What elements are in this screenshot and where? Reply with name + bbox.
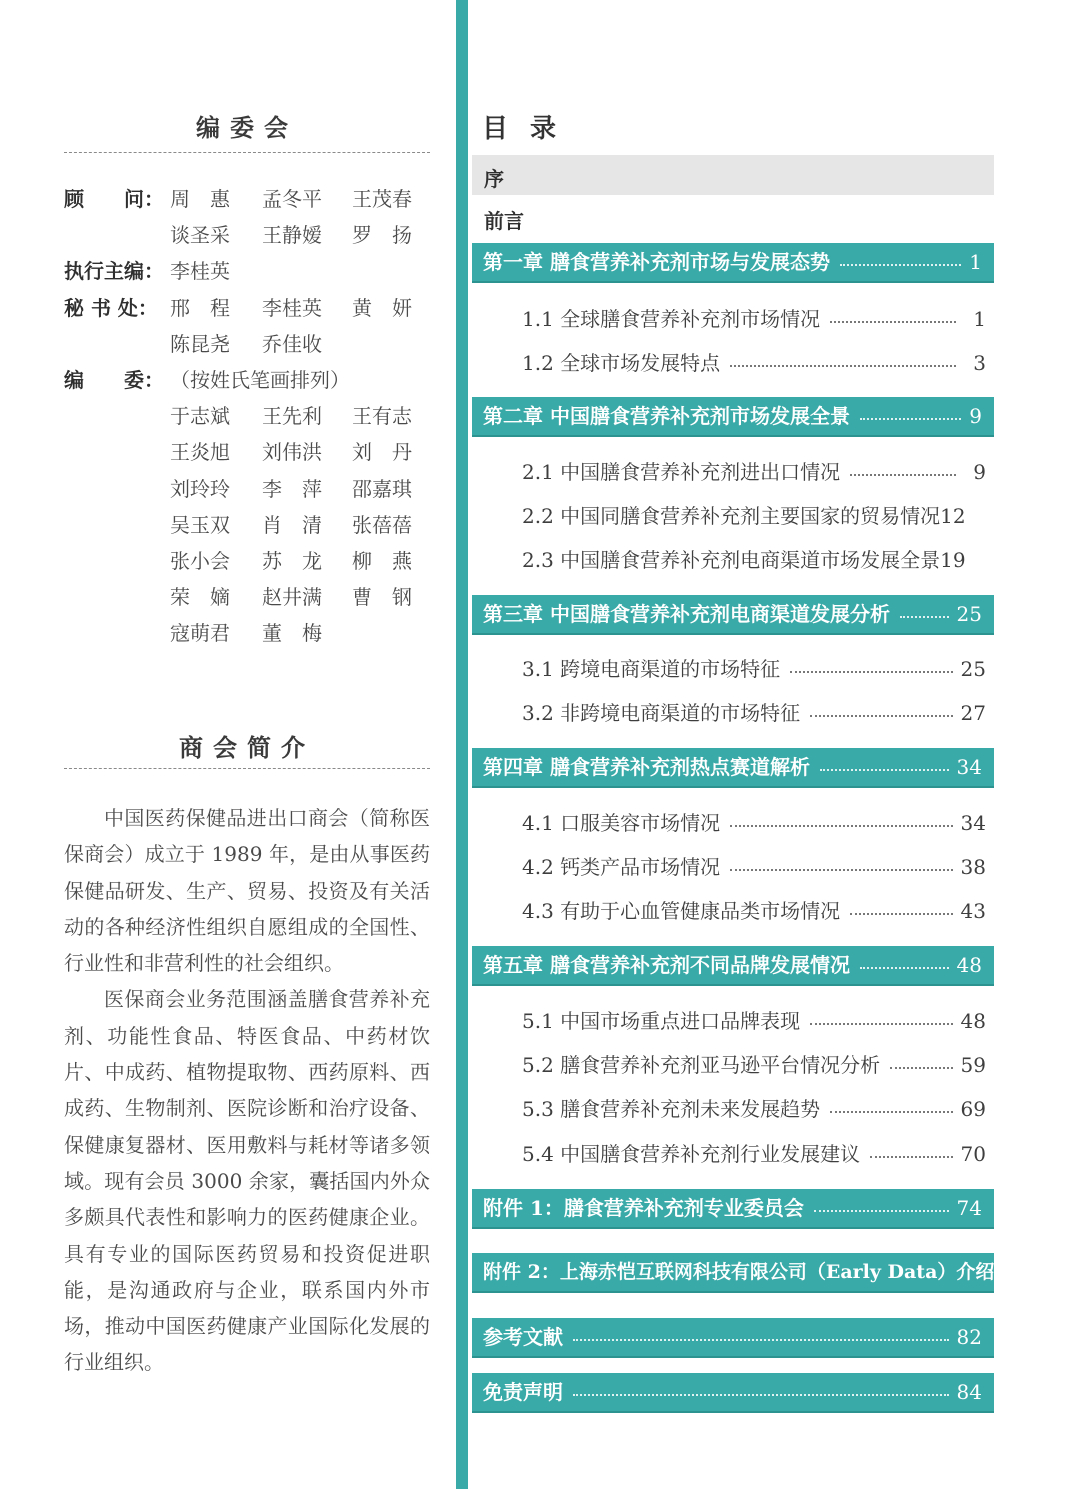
editorial-role: 顾 问： xyxy=(64,187,164,211)
toc-leader xyxy=(814,1210,949,1212)
accent-strip xyxy=(456,0,468,1489)
toc-page-number: 27 xyxy=(960,701,986,725)
toc-section[interactable] xyxy=(522,894,986,928)
toc-leader xyxy=(810,1023,952,1025)
toc-appendix-label: 参考文献 xyxy=(483,1325,563,1349)
editorial-name: 董 梅 xyxy=(262,621,322,646)
toc-chapter-label: 第四章 膳食营养补充剂热点赛道解析 xyxy=(483,755,810,779)
editorial-name: 肖 清 xyxy=(262,512,322,537)
editorial-name: 张小会 xyxy=(170,549,230,573)
editorial-name: 于志斌 xyxy=(170,404,230,429)
toc-section[interactable] xyxy=(522,346,986,380)
toc-appendix[interactable] xyxy=(472,1189,994,1229)
editorial-name: 邵嘉琪 xyxy=(352,476,412,501)
editorial-heading: 编委会 xyxy=(196,113,298,142)
toc-section-label: 4.2 钙类产品市场情况 xyxy=(522,855,721,879)
toc-page-number: 48 xyxy=(956,953,982,977)
toc-section[interactable] xyxy=(522,1048,986,1082)
toc-section[interactable] xyxy=(522,1004,986,1038)
intro-paragraph: 中国医药保健品进出口商会（简称医保商会）成立于 1989 年，是由从事医药保健品研发、生产、贸易、投资及有关活动的各种经济性组织自愿组成的全国性、行业性和非营利性的社会组织。 xyxy=(64,806,430,976)
toc-leader xyxy=(860,967,949,969)
intro-heading: 商会简介 xyxy=(179,733,315,762)
toc-page-number: 38 xyxy=(960,855,986,879)
toc-page-number: 59 xyxy=(960,1053,986,1077)
toc-chapter[interactable] xyxy=(472,748,994,788)
toc-page-number: 34 xyxy=(960,811,986,835)
toc-leader xyxy=(900,616,949,618)
toc-page-number: 1 xyxy=(969,250,982,274)
toc-section[interactable] xyxy=(522,543,986,577)
toc-leader xyxy=(730,869,952,871)
toc-section-label: 5.2 膳食营养补充剂亚马逊平台情况分析 xyxy=(522,1053,881,1077)
toc-appendix-label: 附件 2：上海赤恺互联网科技有限公司（Early Data）介绍 xyxy=(483,1261,995,1283)
toc-leader xyxy=(790,671,952,673)
toc-section-label: 2.1 中国膳食营养补充剂进出口情况 xyxy=(522,460,841,484)
toc-page-number: 70 xyxy=(960,1142,986,1166)
toc-section-label: 3.2 非跨境电商渠道的市场特征 xyxy=(522,701,801,725)
toc-leader xyxy=(573,1339,949,1341)
editorial-role: 执行主编： xyxy=(64,259,164,284)
toc-section-label: 1.1 全球膳食营养补充剂市场情况 xyxy=(522,307,821,331)
toc-page-number: 19 xyxy=(940,548,966,572)
editorial-note: （按姓氏笔画排列） xyxy=(170,368,350,392)
editorial-name: 李桂英 xyxy=(262,295,322,320)
toc-section-label: 5.3 膳食营养补充剂未来发展趋势 xyxy=(522,1097,821,1121)
toc-section-label: 1.2 全球市场发展特点 xyxy=(522,351,721,375)
toc-leader xyxy=(850,913,952,915)
editorial-role: 编 委： xyxy=(64,368,164,392)
toc-leader xyxy=(820,769,949,771)
toc-page-number: 74 xyxy=(956,1196,982,1220)
toc-appendix-label: 免责声明 xyxy=(483,1380,563,1404)
toc-section[interactable] xyxy=(522,652,986,686)
toc-page-number: 3 xyxy=(973,351,986,375)
editorial-name: 王静嫒 xyxy=(262,223,322,248)
editorial-name: 张蓓蓓 xyxy=(352,512,412,537)
toc-leader xyxy=(810,715,952,717)
toc-chapter[interactable] xyxy=(472,595,994,635)
toc-page-number: 25 xyxy=(960,657,986,681)
toc-section[interactable] xyxy=(522,1137,986,1171)
toc-page-number: 69 xyxy=(960,1097,986,1121)
divider xyxy=(64,768,430,769)
toc-page-number: 34 xyxy=(956,755,982,779)
editorial-name: 刘玲玲 xyxy=(170,476,230,501)
toc-leader xyxy=(573,1394,949,1396)
toc-section-label: 2.3 中国膳食营养补充剂电商渠道市场发展全景 xyxy=(522,548,941,572)
editorial-name: 孟冬平 xyxy=(262,187,322,211)
toc-section[interactable] xyxy=(522,850,986,884)
editorial-name: 吴玉双 xyxy=(170,512,230,537)
toc-page-number: 82 xyxy=(956,1325,982,1349)
editorial-name: 赵井满 xyxy=(262,585,322,610)
left-panel xyxy=(0,0,456,1489)
toc-page-number: 9 xyxy=(969,404,982,428)
toc-page-number: 84 xyxy=(956,1380,982,1404)
editorial-name: 柳 燕 xyxy=(352,549,412,573)
toc-section-label: 2.2 中国同膳食营养补充剂主要国家的贸易情况 xyxy=(522,504,941,528)
toc-section-label: 5.4 中国膳食营养补充剂行业发展建议 xyxy=(522,1142,861,1166)
editorial-name: 王炎旭 xyxy=(170,440,230,465)
toc-appendix[interactable] xyxy=(472,1318,994,1358)
toc-leader xyxy=(730,825,952,827)
toc-page-number: 9 xyxy=(973,460,986,484)
toc-page-number: 12 xyxy=(940,504,966,528)
toc-section[interactable] xyxy=(522,302,986,336)
toc-section-label: 3.1 跨境电商渠道的市场特征 xyxy=(522,657,781,681)
toc-page-number: 1 xyxy=(973,307,986,331)
toc-section-label: 4.1 口服美容市场情况 xyxy=(522,811,721,835)
editorial-role: 秘 书 处： xyxy=(64,295,158,320)
toc-section-label: 4.3 有助于心血管健康品类市场情况 xyxy=(522,899,841,923)
editorial-name: 刘伟洪 xyxy=(262,440,322,465)
toc-title: 目录 xyxy=(482,114,579,144)
toc-section[interactable] xyxy=(522,806,986,840)
toc-chapter[interactable] xyxy=(472,397,994,437)
toc-chapter-label: 第三章 中国膳食营养补充剂电商渠道发展分析 xyxy=(483,602,890,626)
editorial-name: 邢 程 xyxy=(170,295,230,320)
editorial-name: 苏 龙 xyxy=(262,549,322,573)
toc-page-number: 43 xyxy=(960,899,986,923)
intro-paragraph: 医保商会业务范围涵盖膳食营养补充剂、功能性食品、特医食品、中药材饮片、中成药、植物提取物、西药原料、西成药、生物制剂、医院诊断和治疗设备、保健康复器材、医用敷料与耗材等诸多领域。现有会员 3000 余家，囊括国内外众多颇具代表性和影响力的医药健康企业。具有专业的国际医药贸易和投资促进职能，是沟通政府与企业，联系国内外市场，推动中国医药健康产业国际化发展的行业组织。 xyxy=(64,987,430,1375)
toc-leader xyxy=(730,365,956,367)
toc-chapter-label: 第一章 膳食营养补充剂市场与发展态势 xyxy=(483,250,830,274)
toc-section[interactable] xyxy=(522,499,986,533)
editorial-name: 李桂英 xyxy=(170,259,230,284)
editorial-name: 李 萍 xyxy=(262,476,322,501)
toc-chapter[interactable] xyxy=(472,946,994,986)
toc-chapter[interactable] xyxy=(472,243,994,283)
editorial-name: 寇萌君 xyxy=(170,621,230,646)
toc-leader xyxy=(840,264,961,266)
toc-page-number: 78 xyxy=(1012,1261,1037,1283)
editorial-name: 黄 妍 xyxy=(352,295,412,320)
editorial-name: 乔佳收 xyxy=(262,331,322,356)
toc-section[interactable] xyxy=(522,1092,986,1126)
toc-leader xyxy=(860,418,961,420)
editorial-name: 王有志 xyxy=(352,404,412,429)
editorial-name: 曹 钢 xyxy=(352,585,412,610)
toc-preface[interactable]: 序 xyxy=(484,167,504,191)
toc-leader xyxy=(830,1111,952,1113)
toc-page-number: 25 xyxy=(956,602,982,626)
editorial-name: 谈圣采 xyxy=(170,223,230,248)
toc-appendix[interactable] xyxy=(472,1253,1037,1293)
divider xyxy=(64,152,430,153)
editorial-name: 王先利 xyxy=(262,404,322,429)
intro-text xyxy=(64,800,430,1381)
toc-section[interactable] xyxy=(522,696,986,730)
toc-leader xyxy=(830,321,956,323)
toc-chapter-label: 第二章 中国膳食营养补充剂市场发展全景 xyxy=(483,404,850,428)
editorial-name: 周 惠 xyxy=(170,187,230,211)
toc-preface-bar xyxy=(472,155,994,195)
toc-section-label: 5.1 中国市场重点进口品牌表现 xyxy=(522,1009,801,1033)
editorial-name: 罗 扬 xyxy=(352,223,412,248)
editorial-name: 陈昆尧 xyxy=(170,331,230,356)
toc-foreword[interactable]: 前言 xyxy=(484,209,524,233)
toc-leader xyxy=(870,1156,952,1158)
editorial-name: 王茂春 xyxy=(352,187,412,211)
toc-appendix-label: 附件 1：膳食营养补充剂专业委员会 xyxy=(483,1196,804,1220)
toc-appendix[interactable] xyxy=(472,1373,994,1413)
toc-chapter-label: 第五章 膳食营养补充剂不同品牌发展情况 xyxy=(483,953,850,977)
toc-leader xyxy=(890,1067,952,1069)
toc-page-number: 48 xyxy=(960,1009,986,1033)
toc-leader xyxy=(850,474,956,476)
toc-section[interactable] xyxy=(522,455,986,489)
editorial-name: 刘 丹 xyxy=(352,440,412,465)
editorial-name: 荣 嫡 xyxy=(170,585,230,610)
